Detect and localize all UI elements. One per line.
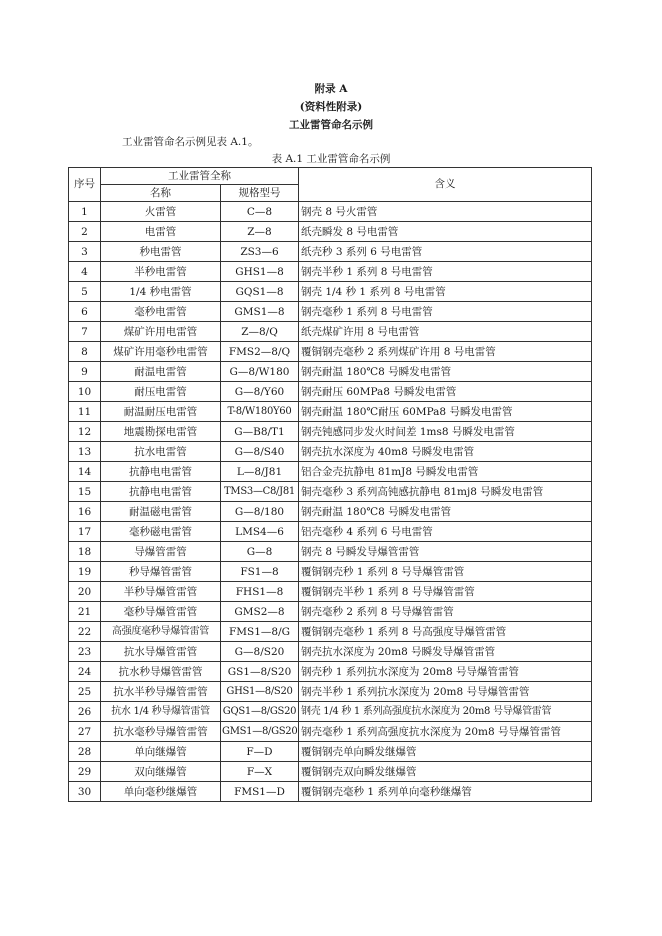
row-number: 27: [69, 722, 101, 742]
row-name: 地震勘探电雷管: [101, 422, 221, 442]
row-name: 毫秒电雷管: [101, 302, 221, 322]
row-meaning: 覆铜钢壳毫秒 1 系列单向毫秒继爆管: [299, 782, 592, 802]
row-number: 29: [69, 762, 101, 782]
row-number: 12: [69, 422, 101, 442]
row-name: 秒导爆管雷管: [101, 562, 221, 582]
row-number: 20: [69, 582, 101, 602]
row-name: 抗水 1/4 秒导爆管雷管: [101, 702, 221, 722]
row-model: GHS1—8/S20: [221, 682, 299, 702]
row-name: 双向继爆管: [101, 762, 221, 782]
row-model: GMS1—8: [221, 302, 299, 322]
row-meaning: 覆铜钢壳毫秒 1 系列 8 号高强度导爆管雷管: [299, 622, 592, 642]
row-meaning: 纸壳煤矿许用 8 号电雷管: [299, 322, 592, 342]
row-number: 10: [69, 382, 101, 402]
row-meaning: 钢壳耐温 180℃8 号瞬发电雷管: [299, 502, 592, 522]
row-meaning: 钢壳毫秒 1 系列 8 号电雷管: [299, 302, 592, 322]
row-meaning: 铝壳毫秒 4 系列 6 号电雷管: [299, 522, 592, 542]
row-model: G—8/W180: [221, 362, 299, 382]
row-number: 8: [69, 342, 101, 362]
row-model: G—B8/T1: [221, 422, 299, 442]
row-name: 秒电雷管: [101, 242, 221, 262]
table-row: [69, 382, 592, 402]
table-row: [69, 282, 592, 302]
appendix-subtitle: (资料性附录): [299, 101, 363, 113]
row-number: 17: [69, 522, 101, 542]
row-number: 16: [69, 502, 101, 522]
table-row: [69, 342, 592, 362]
row-meaning: 纸壳瞬发 8 号电雷管: [299, 222, 592, 242]
row-model: T-8/W180Y60: [221, 402, 299, 422]
row-meaning: 钢壳毫秒 2 系列 8 号导爆管雷管: [299, 602, 592, 622]
table-row: [69, 262, 592, 282]
row-name: 煤矿许用电雷管: [101, 322, 221, 342]
row-meaning: 覆铜钢壳毫秒 2 系列煤矿许用 8 号电雷管: [299, 342, 592, 362]
row-meaning: 钢壳耐压 60MPa8 号瞬发电雷管: [299, 382, 592, 402]
row-model: F—D: [221, 742, 299, 762]
table-row: [69, 242, 592, 262]
header-meaning: 含义: [299, 168, 592, 202]
naming-examples-table: [68, 167, 592, 802]
row-name: 电雷管: [101, 222, 221, 242]
row-meaning: 钢壳抗水深度为 20m8 号瞬发导爆管雷管: [299, 642, 592, 662]
row-model: FHS1—8: [221, 582, 299, 602]
table-row: [69, 502, 592, 522]
row-model: ZS3—6: [221, 242, 299, 262]
row-name: 抗静电电雷管: [101, 482, 221, 502]
row-model: GS1—8/S20: [221, 662, 299, 682]
row-number: 5: [69, 282, 101, 302]
row-number: 6: [69, 302, 101, 322]
row-meaning: 纸壳秒 3 系列 6 号电雷管: [299, 242, 592, 262]
table-row: [69, 702, 592, 722]
row-meaning: 钢壳耐温 180℃8 号瞬发电雷管: [299, 362, 592, 382]
header-no: 序号: [69, 168, 101, 202]
row-model: G—8/S40: [221, 442, 299, 462]
row-name: 抗水毫秒导爆管雷管: [101, 722, 221, 742]
header-full-name: 工业雷管全称: [101, 168, 299, 185]
row-model: G—8/S20: [221, 642, 299, 662]
row-model: TMS3—C8/J81: [221, 482, 299, 502]
table-row: [69, 782, 592, 802]
row-meaning: 钢壳秒 1 系列抗水深度为 20m8 号导爆管雷管: [299, 662, 592, 682]
table-row: [69, 742, 592, 762]
table-body: [69, 202, 592, 802]
table-row: [69, 722, 592, 742]
table-row: [69, 562, 592, 582]
row-number: 23: [69, 642, 101, 662]
row-number: 26: [69, 702, 101, 722]
row-name: 毫秒导爆管雷管: [101, 602, 221, 622]
table-row: [69, 402, 592, 422]
row-meaning: 覆铜钢壳单向瞬发继爆管: [299, 742, 592, 762]
row-number: 7: [69, 322, 101, 342]
row-name: 耐温电雷管: [101, 362, 221, 382]
row-model: GQS1—8: [221, 282, 299, 302]
row-model: FS1—8: [221, 562, 299, 582]
row-name: 高强度毫秒导爆管雷管: [101, 622, 221, 642]
table-row: [69, 682, 592, 702]
row-name: 耐温磁电雷管: [101, 502, 221, 522]
table-row: [69, 662, 592, 682]
row-meaning: 钢壳耐温 180℃耐压 60MPa8 号瞬发电雷管: [299, 402, 592, 422]
table-row: [69, 582, 592, 602]
row-number: 9: [69, 362, 101, 382]
row-name: 抗水导爆管雷管: [101, 642, 221, 662]
row-name: 半秒导爆管雷管: [101, 582, 221, 602]
table-row: [69, 762, 592, 782]
table-row: [69, 302, 592, 322]
row-number: 2: [69, 222, 101, 242]
row-model: FMS1—D: [221, 782, 299, 802]
table-header: [69, 168, 592, 202]
table-caption: 表 A.1 工业雷管命名示例: [271, 153, 391, 165]
table-row: [69, 542, 592, 562]
row-meaning: 钢壳钝感同步发火时间差 1ms8 号瞬发电雷管: [299, 422, 592, 442]
row-model: GQS1—8/GS20: [221, 702, 299, 722]
row-number: 14: [69, 462, 101, 482]
row-model: Z—8: [221, 222, 299, 242]
row-meaning: 钢壳半秒 1 系列抗水深度为 20m8 号导爆管雷管: [299, 682, 592, 702]
table-row: [69, 222, 592, 242]
table-row: [69, 362, 592, 382]
row-model: GHS1—8: [221, 262, 299, 282]
row-name: 毫秒磁电雷管: [101, 522, 221, 542]
table-row: [69, 422, 592, 442]
row-number: 18: [69, 542, 101, 562]
row-model: LMS4—6: [221, 522, 299, 542]
row-number: 3: [69, 242, 101, 262]
row-meaning: 钢壳抗水深度为 40m8 号瞬发电雷管: [299, 442, 592, 462]
row-name: 抗水秒导爆管雷管: [101, 662, 221, 682]
table-row: [69, 202, 592, 222]
table-row: [69, 622, 592, 642]
row-name: 抗水半秒导爆管雷管: [101, 682, 221, 702]
appendix-title: 附录 A: [314, 83, 348, 95]
row-meaning: 钢壳 1/4 秒 1 系列 8 号电雷管: [299, 282, 592, 302]
row-name: 耐压电雷管: [101, 382, 221, 402]
table-row: [69, 322, 592, 342]
row-model: GMS2—8: [221, 602, 299, 622]
row-name: 1/4 秒电雷管: [101, 282, 221, 302]
row-number: 19: [69, 562, 101, 582]
row-model: FMS2—8/Q: [221, 342, 299, 362]
row-model: F—X: [221, 762, 299, 782]
table-row: [69, 522, 592, 542]
row-number: 13: [69, 442, 101, 462]
row-meaning: 覆铜钢壳半秒 1 系列 8 号导爆管雷管: [299, 582, 592, 602]
row-model: G—8/Y60: [221, 382, 299, 402]
row-meaning: 钢壳 1/4 秒 1 系列高强度抗水深度为 20m8 号导爆管雷管: [299, 702, 592, 722]
row-number: 30: [69, 782, 101, 802]
row-model: L—8/J81: [221, 462, 299, 482]
row-meaning: 覆铜钢壳双向瞬发继爆管: [299, 762, 592, 782]
row-number: 24: [69, 662, 101, 682]
row-name: 耐温耐压电雷管: [101, 402, 221, 422]
row-meaning: 钢壳 8 号火雷管: [299, 202, 592, 222]
table-row: [69, 462, 592, 482]
row-name: 单向继爆管: [101, 742, 221, 762]
row-meaning: 覆铜钢壳秒 1 系列 8 号导爆管雷管: [299, 562, 592, 582]
row-meaning: 铜壳毫秒 3 系列高钝感抗静电 81mj8 号瞬发电雷管: [299, 482, 592, 502]
row-meaning: 钢壳 8 号瞬发导爆管雷管: [299, 542, 592, 562]
row-number: 1: [69, 202, 101, 222]
row-name: 火雷管: [101, 202, 221, 222]
row-meaning: 钢壳半秒 1 系列 8 号电雷管: [299, 262, 592, 282]
row-model: C—8: [221, 202, 299, 222]
row-name: 抗水电雷管: [101, 442, 221, 462]
row-model: GMS1—8/GS20: [221, 722, 299, 742]
row-model: G—8/180: [221, 502, 299, 522]
header-name: 名称: [101, 185, 221, 202]
row-name: 抗静电电雷管: [101, 462, 221, 482]
row-name: 导爆管雷管: [101, 542, 221, 562]
row-number: 15: [69, 482, 101, 502]
row-number: 4: [69, 262, 101, 282]
row-number: 22: [69, 622, 101, 642]
row-meaning: 铝合金壳抗静电 81mJ8 号瞬发电雷管: [299, 462, 592, 482]
table-row: [69, 442, 592, 462]
row-meaning: 钢壳毫秒 1 系列高强度抗水深度为 20m8 号导爆管雷管: [299, 722, 592, 742]
row-model: FMS1—8/G: [221, 622, 299, 642]
row-number: 21: [69, 602, 101, 622]
table-row: [69, 482, 592, 502]
row-name: 半秒电雷管: [101, 262, 221, 282]
header-model: 规格型号: [221, 185, 299, 202]
intro-text: 工业雷管命名示例见表 A.1。: [122, 136, 259, 148]
row-name: 煤矿许用毫秒电雷管: [101, 342, 221, 362]
row-name: 单向毫秒继爆管: [101, 782, 221, 802]
row-number: 11: [69, 402, 101, 422]
table-row: [69, 602, 592, 622]
appendix-heading: 工业雷管命名示例: [289, 119, 373, 131]
row-model: Z—8/Q: [221, 322, 299, 342]
row-number: 25: [69, 682, 101, 702]
table-row: [69, 642, 592, 662]
row-model: G—8: [221, 542, 299, 562]
row-number: 28: [69, 742, 101, 762]
